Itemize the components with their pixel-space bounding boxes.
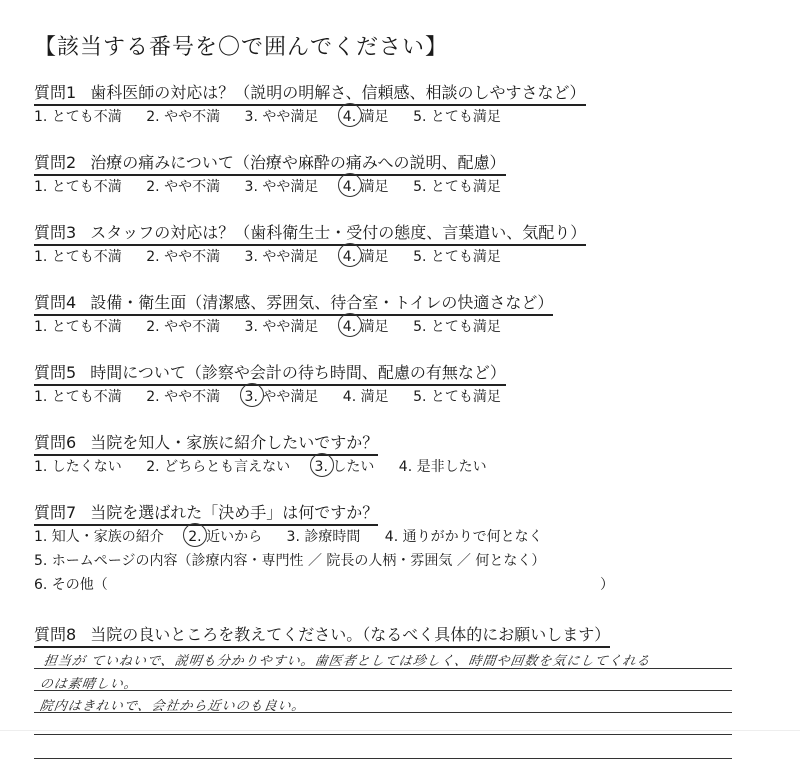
option[interactable]: 2. やや不満 <box>146 389 221 405</box>
page-title: 【該当する番号を〇で囲んでください】 <box>34 35 449 60</box>
option[interactable]: 1. とても不満 <box>34 249 122 265</box>
question-8 <box>34 622 610 648</box>
options-q1 <box>34 106 521 126</box>
option[interactable]: 5. とても満足 <box>413 389 501 405</box>
options-q4 <box>34 316 521 336</box>
question-3 <box>34 220 586 246</box>
handwritten-answer-line-2: のは素晴しい。 <box>38 677 139 692</box>
question-number: 質問7 <box>34 503 77 522</box>
option[interactable]: 1. とても不満 <box>34 179 122 195</box>
question-text: 当院を知人・家族に紹介したいですか？ <box>90 433 379 452</box>
option[interactable]: 2. やや不満 <box>146 109 221 125</box>
question-text: 設備・衛生面（清潔感、雰囲気、待合室・トイレの快適さなど） <box>90 293 554 312</box>
option[interactable]: 3. やや満足 <box>244 179 319 195</box>
option[interactable]: 2. やや不満 <box>146 179 221 195</box>
option[interactable]: 3. やや満足 <box>244 249 319 265</box>
option-selected[interactable]: 2. 近いから <box>188 526 262 546</box>
option[interactable]: 2. どちらとも言えない <box>146 459 291 475</box>
answer-line <box>34 734 732 735</box>
question-text: 時間について（診察や会計の待ち時間、配慮の有無など） <box>90 363 506 382</box>
option[interactable]: 3. やや満足 <box>244 109 319 125</box>
option[interactable]: 4. 通りがかりで何となく <box>384 529 543 545</box>
option-selected[interactable]: 3. したい <box>315 456 375 476</box>
question-number: 質問4 <box>34 293 77 312</box>
question-number: 質問3 <box>34 223 77 242</box>
answer-line <box>34 758 732 759</box>
option[interactable]: 1. したくない <box>34 459 122 475</box>
options-q6 <box>34 456 507 476</box>
question-text: 歯科医師の対応は？（説明の明解さ、信頼感、相談のしやすさなど） <box>90 83 586 102</box>
option[interactable]: 3. 診療時間 <box>286 529 361 545</box>
option-other[interactable]: 6. その他（ <box>34 577 108 593</box>
question-number: 質問1 <box>34 83 77 102</box>
answer-line <box>34 690 732 691</box>
question-1 <box>34 80 586 106</box>
question-5 <box>34 360 506 386</box>
option[interactable]: 4. 是非したい <box>398 459 487 475</box>
option-selected[interactable]: 4. 満足 <box>343 316 389 336</box>
option[interactable]: 2. やや不満 <box>146 249 221 265</box>
question-4 <box>34 290 553 316</box>
question-number: 質問6 <box>34 433 77 452</box>
question-text: スタッフの対応は？（歯科衛生士・受付の態度、言葉遣い、気配り） <box>90 223 587 242</box>
option-selected[interactable]: 4. 満足 <box>343 246 389 266</box>
option[interactable]: 1. 知人・家族の紹介 <box>34 529 164 545</box>
option[interactable]: 1. とても不満 <box>34 389 122 405</box>
handwritten-answer-line-1: 担当が ていねいで、説明も分かりやすい。歯医者としては珍しく、時間や回数を気にしてくれる <box>42 654 652 669</box>
question-text: 当院の良いところを教えてください。（なるべく具体的にお願いします） <box>90 625 611 644</box>
option-selected[interactable]: 4. 満足 <box>343 176 389 196</box>
options-q2 <box>34 176 521 196</box>
option[interactable]: 5. とても満足 <box>413 249 501 265</box>
option-other-close: ） <box>600 577 614 593</box>
options-q5 <box>34 386 521 406</box>
question-number: 質問8 <box>34 625 77 644</box>
options-q7 <box>34 526 563 546</box>
option[interactable]: 5. とても満足 <box>413 109 501 125</box>
option[interactable]: 5. とても満足 <box>413 179 501 195</box>
question-text: 当院を選ばれた「決め手」は何ですか？ <box>90 503 379 522</box>
question-2 <box>34 150 506 176</box>
question-7 <box>34 500 378 526</box>
option[interactable]: 3. やや満足 <box>244 319 319 335</box>
option-homepage[interactable]: 5. ホームページの内容（診療内容・専門性 ／ 院長の人柄・雰囲気 ／ 何となく） <box>34 553 546 569</box>
question-number: 質問5 <box>34 363 77 382</box>
question-text: 治療の痛みについて（治療や麻酔の痛みへの説明、配慮） <box>90 153 506 172</box>
option-selected[interactable]: 4. 満足 <box>343 106 389 126</box>
option[interactable]: 4. 満足 <box>342 389 389 405</box>
scan-artifact-line <box>0 730 800 731</box>
option[interactable]: 5. とても満足 <box>413 319 501 335</box>
options-q3 <box>34 246 521 266</box>
question-number: 質問2 <box>34 153 77 172</box>
option[interactable]: 2. やや不満 <box>146 319 221 335</box>
option[interactable]: 1. とても不満 <box>34 109 122 125</box>
option-selected[interactable]: 3. やや満足 <box>245 386 319 406</box>
question-6 <box>34 430 378 456</box>
option[interactable]: 1. とても不満 <box>34 319 122 335</box>
handwritten-answer-line-3: 院内はきれいで、会社から近いのも良い。 <box>38 699 307 714</box>
